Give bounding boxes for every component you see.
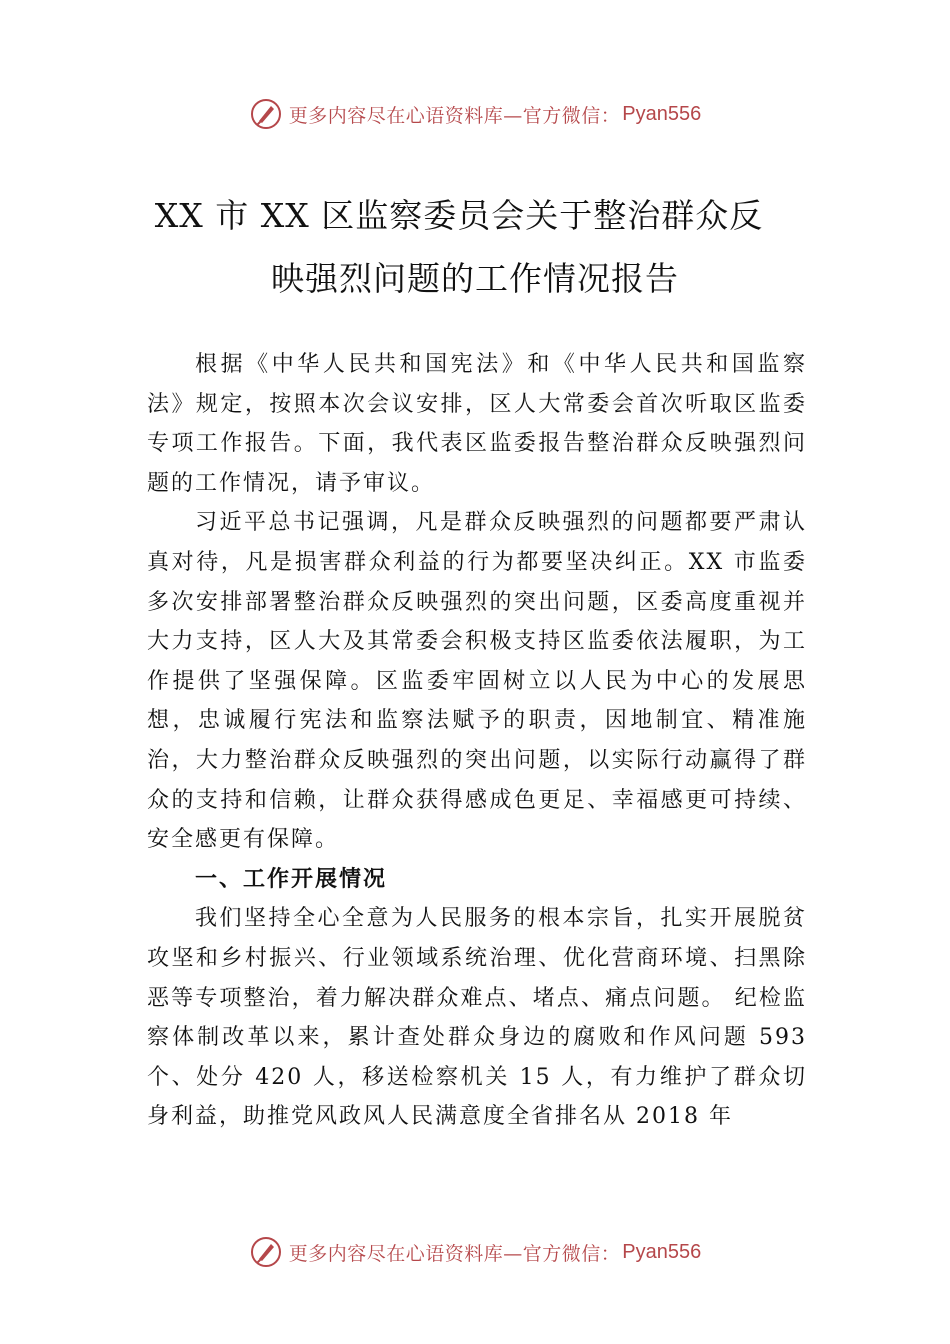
paragraph-intro: 根据《中华人民共和国宪法》和《中华人民共和国监察法》规定，按照本次会议安排，区人大常委会首次听取区监委专项工作报告。下面，我代表区监委报告整治群众反映强烈问题的工作情况，请予审议。 xyxy=(147,352,807,496)
paragraph-background: 习近平总书记强调，凡是群众反映强烈的问题都要严肃认真对待，凡是损害群众利益的行为都要坚决纠正。XX 市监委多次安排部署整治群众反映强烈的突出问题，区委高度重视并大力支持，区人大及其常委会积极支持区监委依法履职，为工作提供了坚强保障。区监委牢固树立以人民为中心的发展思想，忠诚履行宪法和监察法赋予的职责，因地制宜、精准施治，大力整治群众反映强烈的突出问题，以实际行动赢得了群众的支持和信赖，让群众获得感成色更足、幸福感更可持续、安全感更有保障。 xyxy=(147,510,807,853)
watermark-wechat-id: Pyan556 xyxy=(622,1240,702,1263)
watermark-header xyxy=(0,94,950,134)
document-title-line2: 映强烈问题的工作情况报告 xyxy=(271,259,679,298)
pen-logo-icon xyxy=(249,97,283,131)
pen-logo-icon xyxy=(249,1235,283,1269)
document-title-line1: XX 市 XX 区监察委员会关于整治群众反 xyxy=(154,196,764,235)
section-heading: 一、工作开展情况 xyxy=(195,866,388,892)
watermark-text: 更多内容尽在心语资料库—官方微信： xyxy=(288,1242,621,1265)
watermark-text: 更多内容尽在心语资料库—官方微信： xyxy=(288,104,621,127)
watermark-footer xyxy=(0,1232,950,1272)
watermark-wechat-id: Pyan556 xyxy=(622,102,702,125)
paragraph-section-1: 我们坚持全心全意为人民服务的根本宗旨，扎实开展脱贫攻坚和乡村振兴、行业领域系统治理、优化营商环境、扫黑除恶等专项整治，着力解决群众难点、堵点、痛点问题。 纪检监察体制改革以来，累计查处群众身边的腐败和作风问题 593 个、处分 420 人，移送检察机关 15 人，有力维护了群众切身利益，助推党风政风人民满意度全省排名从 2018 年 xyxy=(147,906,807,1130)
document-body xyxy=(147,345,807,1137)
